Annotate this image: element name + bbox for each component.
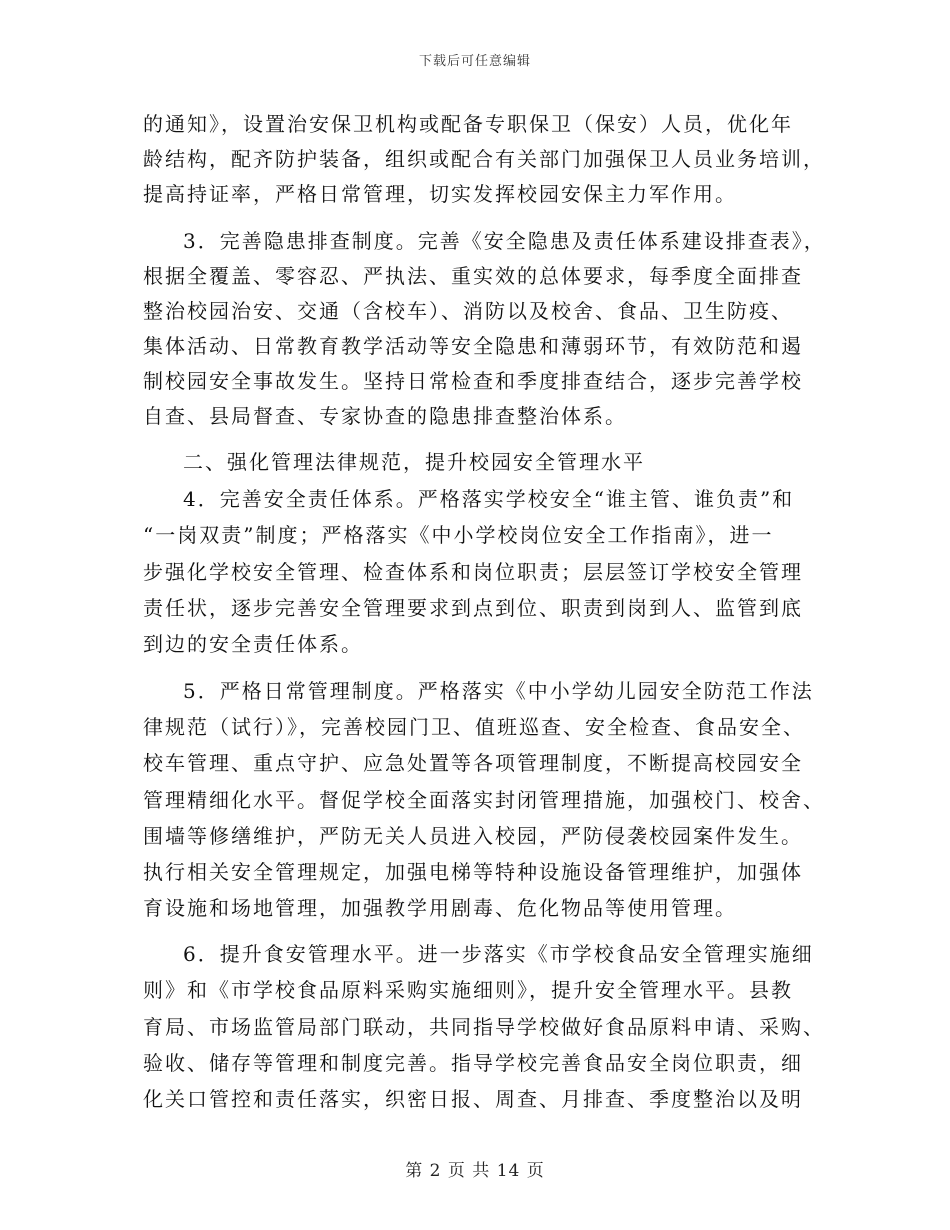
text-line: 5．严格日常管理制度。严格落实《中小学幼儿园安全防范工作法 — [183, 679, 814, 703]
text-line: 育设施和场地管理，加强教学用剧毒、危化物品等使用管理。 — [143, 896, 737, 920]
text-line: 提高持证率，严格日常管理，切实发挥校园安保主力军作用。 — [143, 182, 737, 206]
section-heading: 二、强化管理法律规范，提升校园安全管理水平 — [183, 450, 645, 474]
text-line: 律规范（试行）》，完善校园门卫、值班巡查、安全检查、食品安全、 — [143, 715, 805, 739]
text-line: 6．提升食安管理水平。进一步落实《市学校食品安全管理实施细 — [183, 942, 814, 966]
text-line: 3．完善隐患排查制度。完善《安全隐患及责任体系建设排查表》， — [183, 229, 826, 253]
text-line: 到边的安全责任体系。 — [143, 632, 363, 656]
text-line: 执行相关安全管理规定，加强电梯等特种设施设备管理维护，加强体 — [143, 860, 803, 884]
text-line: 整治校园治安、交通（含校车）、消防以及校舍、食品、卫生防疫、 — [143, 299, 793, 323]
text-line: 4．完善安全责任体系。严格落实学校安全“谁主管、谁负责”和 — [183, 487, 795, 511]
text-line: 自查、县局督查、专家协查的隐患排查整治体系。 — [143, 404, 627, 428]
text-line: 管理精细化水平。督促学校全面落实封闭管理措施，加强校门、校舍、 — [143, 788, 825, 812]
page-number: 第 2 页 共 14 页 — [405, 1161, 545, 1181]
text-line: 制校园安全事故发生。坚持日常检查和季度排查结合，逐步完善学校 — [143, 369, 803, 393]
text-line: 根据全覆盖、零容忍、严执法、重实效的总体要求，每季度全面排查 — [143, 264, 803, 288]
header-note: 下载后可任意编辑 — [418, 54, 531, 69]
text-line: 围墙等修缮维护，严防无关人员进入校园，严防侵袭校园案件发生。 — [143, 824, 803, 848]
text-line: 校车管理、重点守护、应急处置等各项管理制度，不断提高校园安全 — [143, 751, 803, 775]
text-line: “一岗双责”制度；严格落实《中小学校岗位安全工作指南》，进一 — [143, 523, 774, 547]
text-line: 验收、储存等管理和制度完善。指导学校完善食品安全岗位职责，细 — [143, 1051, 803, 1075]
text-line: 步强化学校安全管理、检查体系和岗位职责；层层签订学校安全管理 — [143, 560, 803, 584]
text-line: 责任状，逐步完善安全管理要求到点到位、职责到岗到人、监管到底 — [143, 596, 803, 620]
text-line: 则》和《市学校食品原料采购实施细则》，提升安全管理水平。县教 — [143, 978, 793, 1002]
text-line: 育局、市场监管局部门联动，共同指导学校做好食品原料申请、采购、 — [143, 1015, 825, 1039]
text-line: 的通知》，设置治安保卫机构或配备专职保卫（保安）人员，优化年 — [143, 112, 793, 136]
text-line: 集体活动、日常教育教学活动等安全隐患和薄弱环节，有效防范和遏 — [143, 334, 803, 358]
text-line: 龄结构，配齐防护装备，组织或配合有关部门加强保卫人员业务培训， — [143, 147, 825, 171]
text-line: 化关口管控和责任落实，织密日报、周查、月排查、季度整治以及明 — [143, 1087, 803, 1111]
